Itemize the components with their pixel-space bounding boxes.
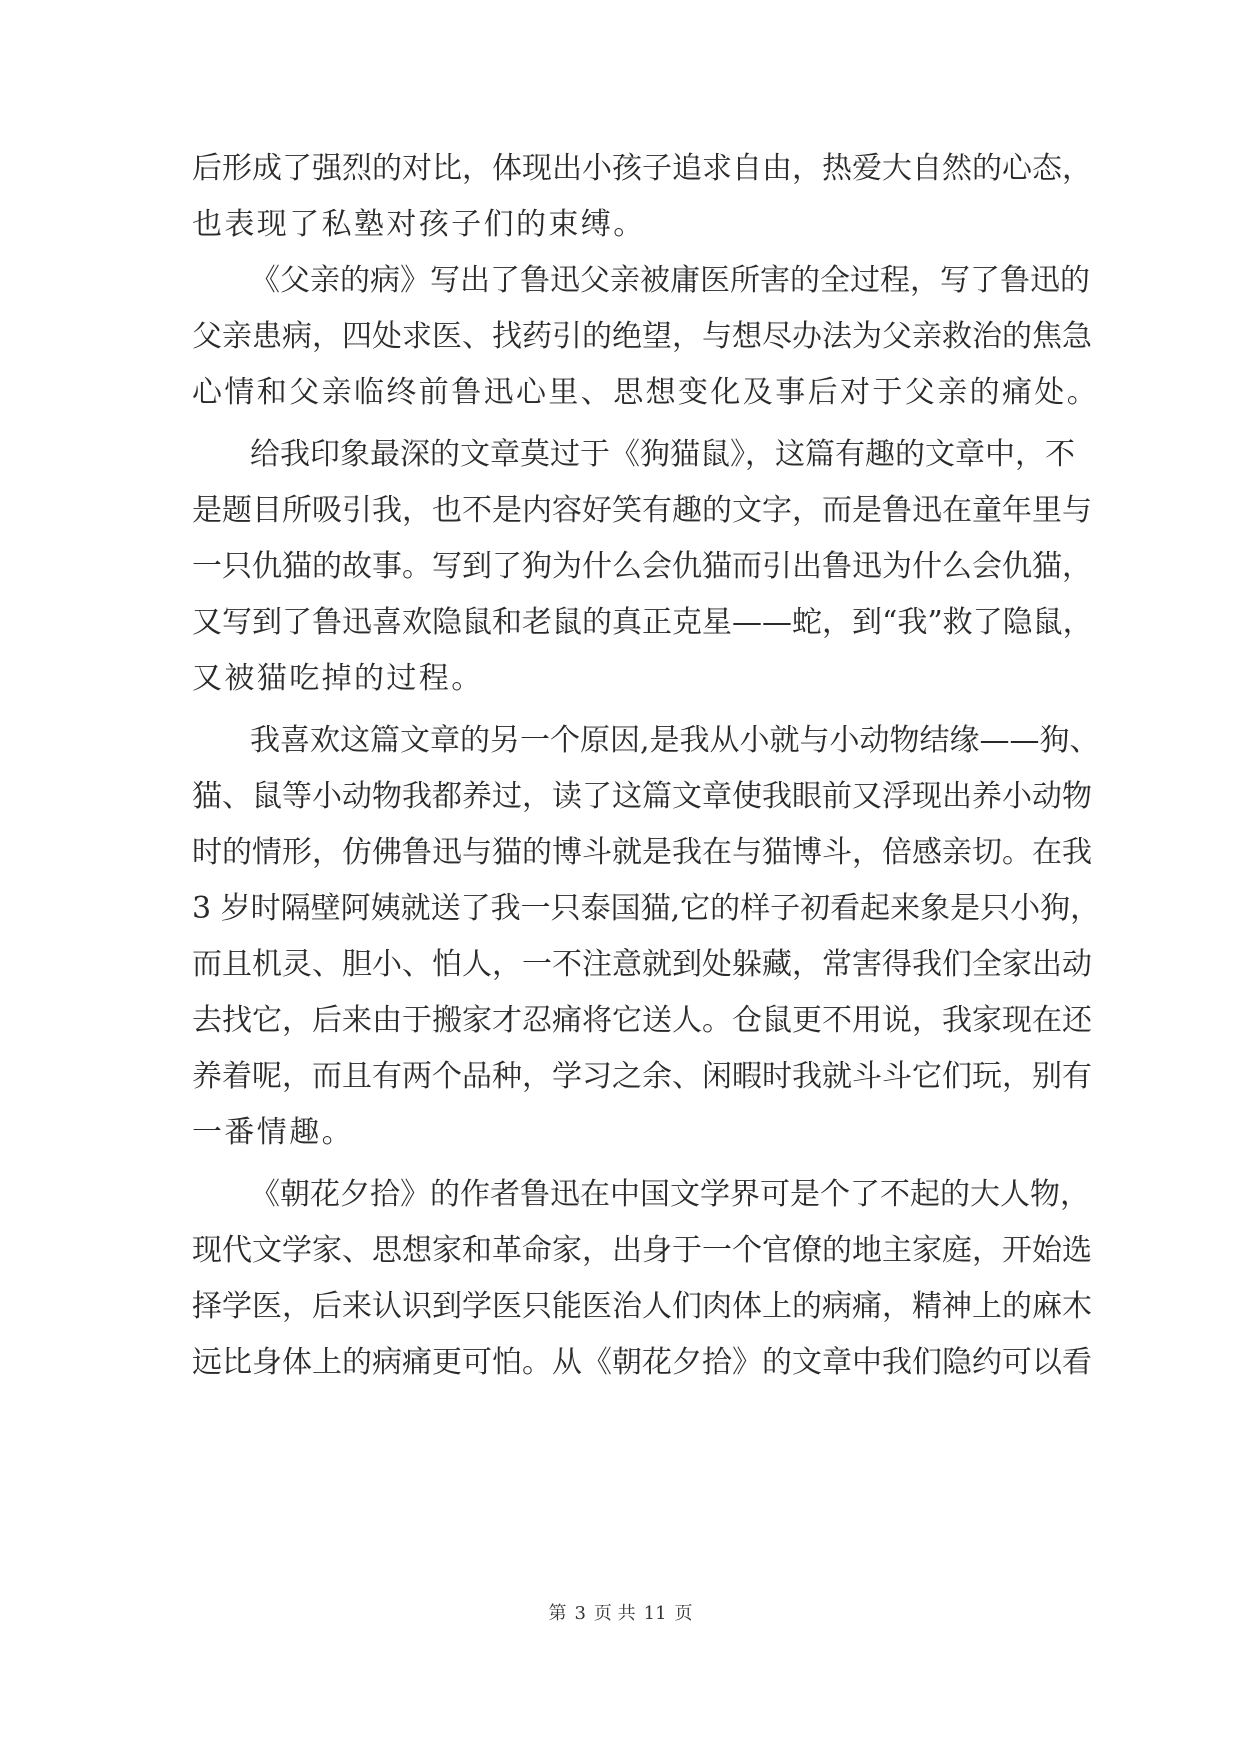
paragraph-line: 一只仇猫的故事。写到了狗为什么会仇猫而引出鲁迅为什么会仇猫，: [192, 549, 1092, 584]
paragraph-line: 养着呢，而且有两个品种，学习之余、闲暇时我就斗斗它们玩，别有: [192, 1059, 1092, 1094]
footer-current-page: 3: [574, 1603, 586, 1624]
paragraph-line: 心情和父亲临终前鲁迅心里、思想变化及事后对于父亲的痛处。: [192, 375, 1100, 410]
paragraph-line: 而且机灵、胆小、怕人，一不注意就到处躲藏，常害得我们全家出动: [192, 947, 1092, 982]
paragraph-line: 猫、鼠等小动物我都养过，读了这篇文章使我眼前又浮现出养小动物: [192, 779, 1092, 814]
paragraph-line: 给我印象最深的文章莫过于《狗猫鼠》，这篇有趣的文章中，不: [250, 437, 1075, 472]
paragraph-line: 现代文学家、思想家和革命家，出身于一个官僚的地主家庭，开始选: [192, 1233, 1092, 1268]
page-footer: [0, 1602, 1241, 1626]
paragraph-line: 《朝花夕拾》的作者鲁迅在中国文学界可是个了不起的大人物，: [250, 1177, 1090, 1212]
footer-prefix: 第: [548, 1603, 567, 1624]
paragraph-line: 也表现了私塾对孩子们的束缚。: [192, 207, 646, 242]
paragraph-line: 远比身体上的病痛更可怕。从《朝花夕拾》的文章中我们隐约可以看: [192, 1345, 1092, 1380]
paragraph-line: 择学医，后来认识到学医只能医治人们肉体上的病痛，精神上的麻木: [192, 1289, 1092, 1324]
footer-suffix: 页: [674, 1603, 693, 1624]
paragraph-line: 父亲患病，四处求医、找药引的绝望，与想尽办法为父亲救治的焦急: [192, 319, 1092, 354]
footer-middle: 页 共: [593, 1603, 636, 1624]
paragraph-line: 去找它，后来由于搬家才忍痛将它送人。仓鼠更不用说，我家现在还: [192, 1003, 1092, 1038]
paragraph-line: 又被猫吃掉的过程。: [192, 661, 484, 696]
paragraph-line: 3 岁时隔壁阿姨就送了我一只泰国猫,它的样子初看起来象是只小狗，: [192, 891, 1101, 926]
paragraph-line: 又写到了鲁迅喜欢隐鼠和老鼠的真正克星——蛇，到“我”救了隐鼠，: [192, 605, 1093, 640]
paragraph-line: 我喜欢这篇文章的另一个原因,是我从小就与小动物结缘——狗、: [250, 723, 1100, 758]
footer-total-pages: 11: [643, 1603, 667, 1624]
paragraph-line: 《父亲的病》写出了鲁迅父亲被庸医所害的全过程，写了鲁迅的: [250, 263, 1090, 298]
paragraph-line: 时的情形，仿佛鲁迅与猫的博斗就是我在与猫博斗，倍感亲切。在我: [192, 835, 1092, 870]
paragraph-line: 是题目所吸引我，也不是内容好笑有趣的文字，而是鲁迅在童年里与: [192, 493, 1092, 528]
paragraph-line: 后形成了强烈的对比，体现出小孩子追求自由，热爱大自然的心态，: [192, 151, 1092, 186]
paragraph-line: 一番情趣。: [192, 1115, 354, 1150]
